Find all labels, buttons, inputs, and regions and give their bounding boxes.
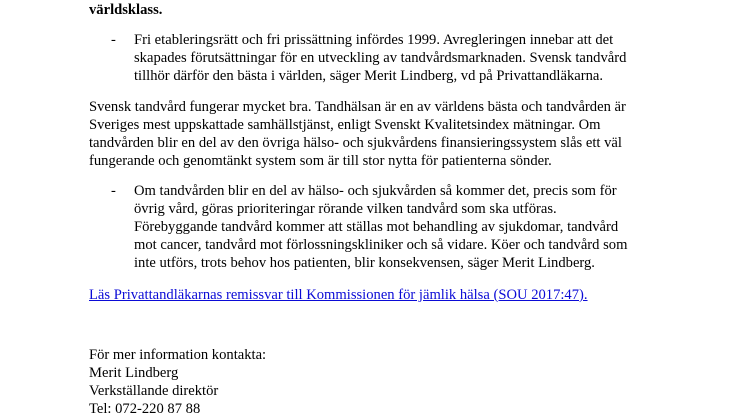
remissvar-link[interactable]: Läs Privattandläkarnas remissvar till Kommissionen för jämlik hälsa (SOU 2017:47). <box>89 287 588 303</box>
contact-intro: För mer information kontakta: <box>89 347 267 363</box>
bullet2-line-3: Förebyggande tandvård kommer att ställas mot behandling av sjukdomar, tandvård <box>134 219 619 235</box>
paragraph-line-3: tandvården blir en del av den övriga hälso- och sjukvårdens finansieringssystem slås ett väl <box>89 135 622 151</box>
paragraph-line-1: Svensk tandvård fungerar mycket bra. Tandhälsan är en av världens bästa och tandvården är <box>89 99 626 115</box>
bullet2-line-1: Om tandvården blir en del av hälso- och sjukvården så kommer det, precis som för <box>134 183 617 199</box>
bullet1-line-3: tillhör därför den bästa i världen, säger Merit Lindberg, vd på Privattandläkarna. <box>134 68 604 84</box>
paragraph-line-2: Sveriges mest uppskattade samhällstjänst, enligt Svenskt Kvalitetsindex mätningar. Om <box>89 117 601 133</box>
bullet-marker: - <box>111 32 116 48</box>
contact-name: Merit Lindberg <box>89 365 179 381</box>
bullet-marker: - <box>111 183 116 199</box>
bullet2-line-5: inte utförs, trots behov hos patienten, blir konsekvensen, säger Merit Lindberg. <box>134 255 595 271</box>
paragraph-line-4: fungerande och genomtänkt system som är till stor nytta för patienterna sönder. <box>89 153 552 169</box>
bullet2-line-4: mot cancer, tandvård mot förlossningskliniker och så vidare. Köer och tandvård som <box>134 237 628 253</box>
bullet1-line-2: skapades förutsättningar för en utveckling av tandvårdsmarknaden. Svensk tandvård <box>134 50 627 66</box>
contact-phone: Tel: 072-220 87 88 <box>89 401 201 417</box>
bullet2-line-2: övrig vård, göras prioriteringar rörande vilken tandvård som ska utföras. <box>134 201 557 217</box>
contact-title: Verkställande direktör <box>89 383 219 399</box>
bullet1-line-1: Fri etableringsrätt och fri prissättning infördes 1999. Avregleringen innebar att det <box>134 32 614 48</box>
heading-tail: världsklass. <box>89 2 163 18</box>
